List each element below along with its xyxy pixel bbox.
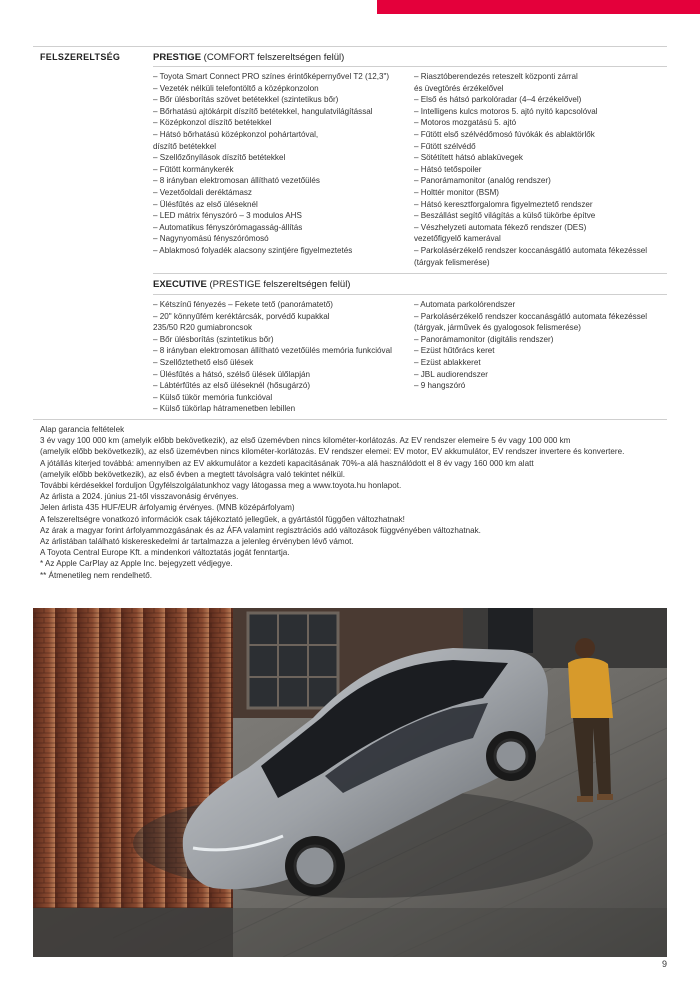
prestige-right-item: – Beszállást segítő világítás a külső tükörbe építve xyxy=(414,211,596,221)
prestige-left-item: – Ülésfűtés az első üléseknél xyxy=(153,199,258,209)
prestige-right-item: – Sötétített hátsó ablaküvegek xyxy=(414,153,523,163)
prestige-title xyxy=(153,52,344,63)
page-number: 9 xyxy=(661,959,667,969)
footnotes xyxy=(40,424,670,581)
accent-bar xyxy=(377,0,700,14)
executive-top-rule xyxy=(153,273,667,274)
prestige-right-item: – Motoros mozgatású 5. ajtó xyxy=(414,118,517,128)
prestige-right-item: – Panorámamonitor (analóg rendszer) xyxy=(414,176,551,186)
prestige-right-item: – Hátsó tetőspoiler xyxy=(414,164,482,174)
prestige-right-item: – Riasztóberendezés reteszelt központi zárral xyxy=(414,72,578,81)
executive-right-item: – 9 hangszóró xyxy=(414,381,466,391)
prestige-right-list xyxy=(414,71,647,268)
footnote-line: További kérdésekkel forduljon Ügyfélszolgálatunkhoz vagy látogassa meg a www.toyota.hu honlapot. xyxy=(40,481,402,491)
prestige-left-item: – Toyota Smart Connect PRO színes érintőképernyővel T2 (12,3") xyxy=(153,72,390,81)
executive-left-item: – Külső tükör memória funkcióval xyxy=(153,392,273,402)
executive-right-list xyxy=(414,299,647,392)
footnote-line: A jótállás kiterjed továbbá: amennyiben az EV akkumulátor a kezdeti kapacitásának 70%-a alá használódott el 8 év vagy 160 000 km alatt xyxy=(40,458,534,468)
footnote-line: (amelyik előbb bekövetkezik), az első évben a megtett távolságra való tekintet nélkül. xyxy=(40,469,346,479)
prestige-left-list xyxy=(153,71,389,257)
prestige-right-item: – Fűtött első szélvédőmosó fúvókák és ablaktörlők xyxy=(414,129,595,139)
executive-title xyxy=(153,279,350,290)
prestige-right-item: – Intelligens kulcs motoros 5. ajtó nyitó kapcsolóval xyxy=(414,106,598,116)
prestige-right-item: és üvegtörés érzékelővel xyxy=(414,83,504,93)
prestige-rule xyxy=(153,66,667,67)
prestige-right-item: (tárgyak felismerése) xyxy=(414,257,490,267)
footnote-line: Alap garancia feltételek xyxy=(40,425,125,434)
executive-left-item: – 8 irányban elektromosan állítható vezetőülés memória funkcióval xyxy=(153,346,392,356)
footnote-line: Az árlistában található kiskereskedelmi ár tartalmazza a jelenleg érvényben lévő vámot. xyxy=(40,537,354,547)
prestige-left-item: – Szellőzőnyílások díszítő betétekkel xyxy=(153,153,286,163)
footnote-line: Jelen árlista 435 HUF/EUR árfolyamig érvényes. (MNB középárfolyam) xyxy=(40,503,295,513)
prestige-left-item: díszítő betétekkel xyxy=(153,141,216,151)
car-photo-illustration xyxy=(33,608,667,957)
executive-right-item: (tárgyak, járművek és gyalogosok felismerése) xyxy=(414,323,581,333)
prestige-right-item: vezetőfigyelő kamerával xyxy=(414,234,501,244)
executive-left-item: 235/50 R20 gumiabroncsok xyxy=(153,323,252,333)
prestige-right-item: – Hátsó keresztforgalomra figyelmeztető rendszer xyxy=(414,199,593,209)
prestige-right-item: – Parkolásérzékelő rendszer koccanásgátló automata fékezéssel xyxy=(414,245,648,255)
executive-right-item: – Automata parkolórendszer xyxy=(414,300,516,309)
footnote-line: A Toyota Central Europe Kft. a mindenkori változtatás jogát fenntartja. xyxy=(40,548,290,558)
footnote-line: * Az Apple CarPlay az Apple Inc. bejegyzett védjegye. xyxy=(40,559,233,569)
footnote-line: 3 év vagy 100 000 km (amelyik előbb bekövetkezik), az első üzemévben nincs kilométer-korlátozás. Az EV rendszer elemeire 5 év vagy 100 000 km xyxy=(40,436,571,446)
executive-left-item: – Szellőztethető első ülések xyxy=(153,357,254,367)
prestige-left-item: – Hátsó bőrhatású középkonzol pohártartóval, xyxy=(153,129,319,139)
prestige-right-item: – Első és hátsó parkolóradar (4–4 érzékelővel) xyxy=(414,95,582,105)
section-top-rule xyxy=(33,46,667,47)
prestige-left-item: – Fűtött kormánykerék xyxy=(153,164,234,174)
executive-left-item: – Kétszínű fényezés – Fekete tető (panorámatető) xyxy=(153,300,333,309)
prestige-right-item: – Vészhelyzeti automata fékező rendszer (DES) xyxy=(414,222,587,232)
prestige-left-item: – Vezeték nélküli telefontöltő a középkonzolon xyxy=(153,83,319,93)
executive-rule xyxy=(153,294,667,295)
executive-right-item: – Ezüst ablakkeret xyxy=(414,357,481,367)
prestige-right-item: – Fűtött szélvédő xyxy=(414,141,476,151)
executive-left-item: – 20" könnyűfém keréktárcsák, porvédő kupakkal xyxy=(153,311,330,321)
executive-title-rest: (PRESTIGE felszereltségen felül) xyxy=(206,279,351,290)
prestige-left-item: – Bőrhatású ajtókárpit díszítő betétekkel, hangulatvilágítással xyxy=(153,106,373,116)
prestige-right-item: – Holttér monitor (BSM) xyxy=(414,187,500,197)
footnote-line: Az árak a magyar forint árfolyammozgásának és az ÁFA valamint regisztrációs adó változások függvényében változhatnak. xyxy=(40,525,481,535)
prestige-left-item: – Középkonzol díszítő betétekkel xyxy=(153,118,272,128)
executive-left-item: – Bőr ülésborítás (szintetikus bőr) xyxy=(153,334,274,344)
prestige-left-item: – Vezetőoldali deréktámasz xyxy=(153,187,252,197)
prestige-left-item: – Automatikus fényszórómagasság-állítás xyxy=(153,222,303,232)
section-label: FELSZERELTSÉG xyxy=(40,52,121,62)
footnote-line: Az árlista a 2024. június 21-től visszavonásig érvényes. xyxy=(40,492,239,502)
executive-left-list xyxy=(153,299,392,415)
executive-right-item: – Parkolásérzékelő rendszer koccanásgátló automata fékezéssel xyxy=(414,311,648,321)
executive-left-item: – Ülésfűtés a hátsó, szélső ülések ülőlapján xyxy=(153,369,311,379)
car-photo xyxy=(33,608,667,957)
prestige-left-item: – Ablakmosó folyadék alacsony szintjére figyelmeztetés xyxy=(153,245,353,255)
executive-right-item: – Ezüst hűtőrács keret xyxy=(414,346,495,356)
executive-right-item: – JBL audiorendszer xyxy=(414,369,488,379)
footnote-line: ** Átmenetileg nem rendelhető. xyxy=(40,570,153,580)
footnote-line: A felszereltségre vonatkozó információk csak tájékoztató jellegűek, a gyártástól függően változhatnak! xyxy=(40,514,405,524)
prestige-title-rest: (COMFORT felszereltségen felül) xyxy=(201,52,345,63)
executive-left-item: – Lábtérfűtés az első üléseknél (hősugárzó) xyxy=(153,381,311,391)
prestige-left-item: – Bőr ülésborítás szövet betétekkel (szintetikus bőr) xyxy=(153,95,339,105)
notes-top-rule xyxy=(33,419,667,420)
building-window xyxy=(248,613,338,708)
prestige-left-item: – LED mátrix fényszóró – 3 modulos AHS xyxy=(153,211,302,221)
footnote-line: (amelyik előbb bekövetkezik), az első üzemévben nincs kilométer-korlátozás. EV rendszer elemei: EV motor, EV akkumulátor, EV rendszer invertere és konvertere. xyxy=(40,447,625,457)
prestige-left-item: – 8 irányban elektromosan állítható vezetőülés xyxy=(153,176,320,186)
executive-title-bold: EXECUTIVE xyxy=(153,279,207,290)
executive-left-item: – Külső tükörlap hátramenetben lebillen xyxy=(153,404,296,414)
prestige-left-item: – Nagynyomású fényszórómosó xyxy=(153,234,269,244)
prestige-title-bold: PRESTIGE xyxy=(153,52,202,63)
executive-right-item: – Panorámamonitor (digitális rendszer) xyxy=(414,334,554,344)
